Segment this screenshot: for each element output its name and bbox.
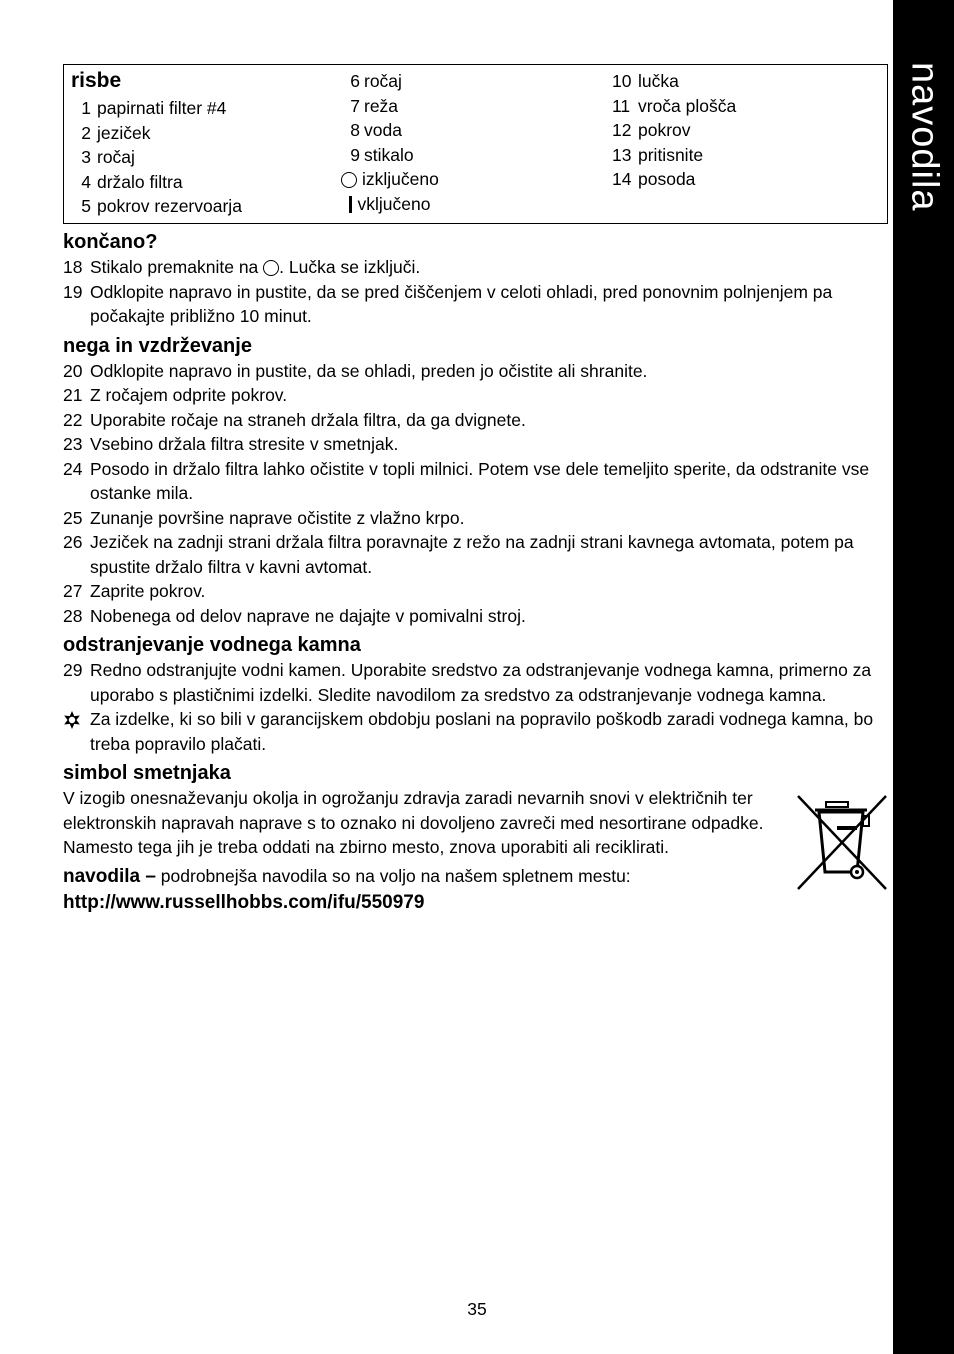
weee-text: V izogib onesnaževanju okolja in ogrožanju zdravja zaradi nevarnih snovi v električnih ter elektronskih napravah naprave s to oznako ni dovoljeno zavreči med nesortirane odpadke. Namesto tega jih je treba oddati na zbirno mesto, znova uporabiti ali reciklirati. [63, 788, 764, 857]
instructions-text: podrobnejša navodila so na voljo na našem spletnem mestu: [160, 865, 631, 886]
list-item: 28 Nobenega od delov naprave ne dajajte v pomivalni stroj. [63, 605, 526, 626]
parts-column-3 [612, 69, 736, 192]
list-item: 19 Odklopite napravo in pustite, da se pred čiščenjem v celoti ohladi, pred ponovnim polnjenjem pa počakajte približno 10 minut. [63, 281, 833, 326]
part-item: 8 voda [350, 120, 402, 141]
instructions-label: navodila – [63, 865, 156, 887]
section-heading: odstranjevanje vodnega kamna [63, 634, 361, 656]
list-item: 24 Posodo in držalo filtra lahko očistite v topli milnici. Potem vse dele temeljito sperite, da odstranite vse ostanke mila. [63, 458, 870, 503]
section-heading: končano? [63, 231, 158, 253]
parts-column-1 [81, 96, 242, 219]
part-item: 4 držalo filtra [81, 171, 183, 192]
parts-column-2 [341, 69, 439, 217]
crossed-out-bin-icon [795, 794, 889, 891]
list-item: 23 Vsebino držala filtra stresite v smetnjak. [63, 434, 399, 454]
part-item: 6 ročaj [350, 71, 402, 91]
instructions-line [63, 864, 883, 890]
part-item: 2 jeziček [81, 122, 151, 143]
main-content [63, 229, 883, 917]
section-heading: simbol smetnjaka [63, 762, 231, 784]
list-item: 26 Jeziček na zadnji strani držala filtra poravnajte z režo na zadnji strani kavnega avtomata, potem pa spustite držalo filtra v kavni avtomat. [63, 532, 854, 577]
part-item-on: vključeno [341, 192, 439, 217]
part-item: 10 lučka [612, 71, 679, 91]
part-item: 3 ročaj [81, 147, 135, 168]
list-item: 21 Z ročajem odprite pokrov. [63, 385, 288, 405]
part-item: 1 papirnati filter #4 [81, 98, 227, 118]
off-symbol-icon [341, 172, 357, 188]
page-number: 35 [467, 1299, 487, 1319]
part-item: 14 posoda [612, 169, 696, 190]
part-item: 7 reža [350, 95, 399, 116]
part-item: 9 stikalo [350, 144, 414, 165]
list-item: 27 Zaprite pokrov. [63, 581, 206, 601]
instructions-url[interactable]: http://www.russellhobbs.com/ifu/550979 [63, 892, 425, 913]
part-item: 12 pokrov [612, 120, 691, 141]
list-item: 22 Uporabite ročaje na straneh držala filtra, da ga dvignete. [63, 409, 526, 430]
section-weee [63, 760, 883, 860]
section-descale [63, 632, 883, 756]
part-item: 11 vroča plošča [612, 95, 737, 116]
list-item: 20 Odklopite napravo in pustite, da se ohladi, preden jo očistite ali shranite. [63, 360, 648, 381]
section-heading: nega in vzdrževanje [63, 334, 252, 357]
side-tab-label: navodila [903, 62, 946, 212]
section-care [63, 333, 883, 629]
parts-legend-box [63, 64, 888, 224]
list-item: 25 Zunanje površine naprave očistite z vlažno krpo. [63, 507, 465, 528]
warning-star-icon [63, 711, 81, 729]
part-item: 13 pritisnite [612, 144, 704, 165]
list-item: 18 Stikalo premaknite na . Lučka se izključi. [63, 257, 421, 277]
part-item: 5 pokrov rezervoarja [81, 196, 242, 217]
warning-item: Za izdelke, ki so bili v garancijskem obdobju poslani na popravilo poškodb zaradi vodnega kamna, bo treba popravilo plačati. [63, 707, 883, 756]
on-symbol-icon [349, 196, 352, 213]
list-item: 29 Redno odstranjujte vodni kamen. Uporabite sredstvo za odstranjevanje vodnega kamna, primerno za uporabo s plastičnimi izdelki. Sledite navodilom za sredstvo za odstranjevanje vodnega kamna. [63, 660, 872, 705]
parts-title: risbe [71, 69, 122, 92]
off-symbol-icon [263, 260, 279, 276]
section-finished [63, 229, 883, 329]
part-item-off: izključeno [341, 167, 439, 192]
